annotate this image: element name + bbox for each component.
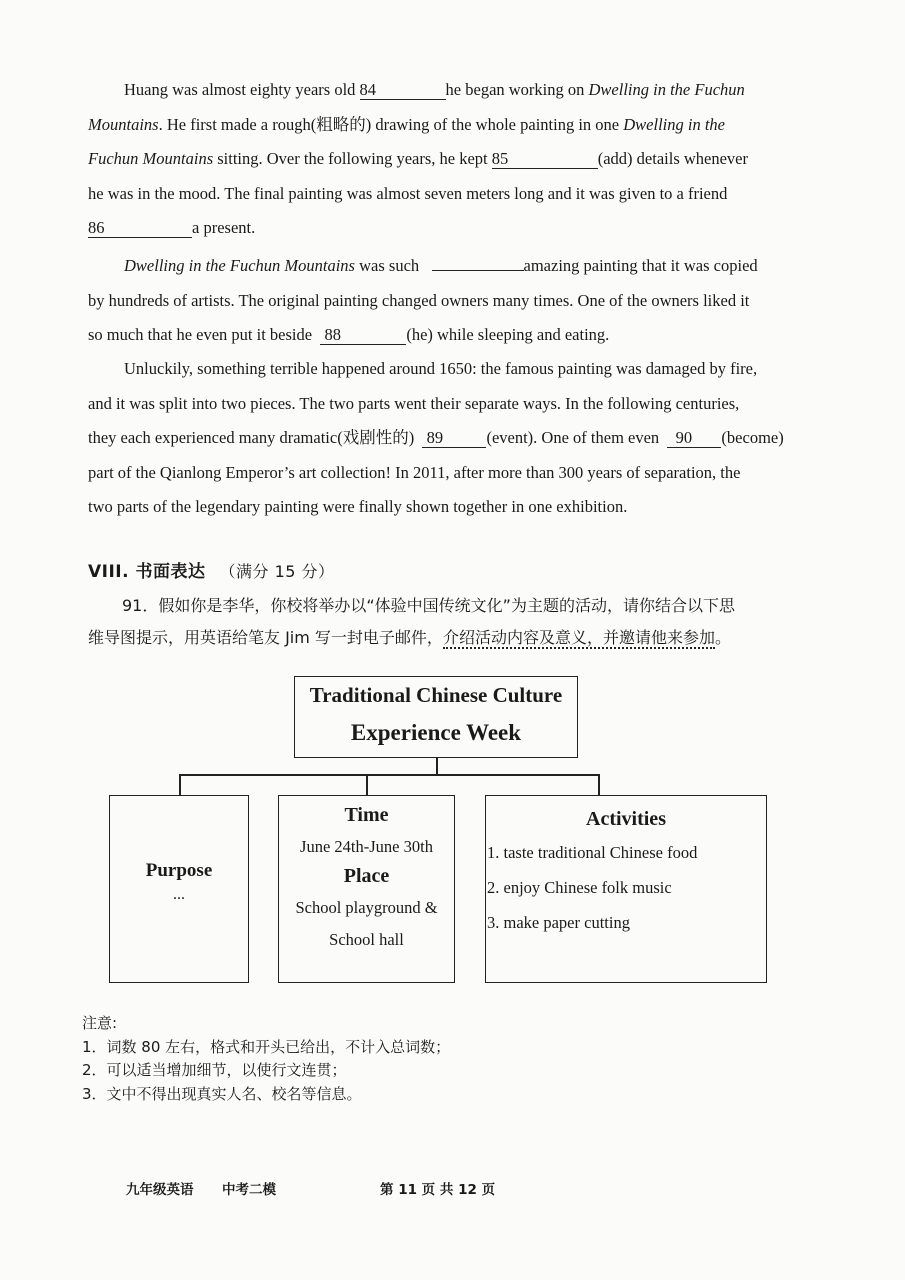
place-heading: Place	[343, 865, 390, 887]
connector-activities	[598, 774, 600, 795]
mindmap-purpose-box	[109, 795, 249, 983]
text: 。	[714, 628, 731, 647]
mindmap-activities-box	[485, 795, 767, 983]
activity-item: 2. enjoy Chinese folk music	[487, 878, 672, 897]
text: . He first made a rough(粗略的) drawing of the whole painting in one	[158, 114, 620, 134]
text: (he) while sleeping and eating.	[406, 325, 610, 345]
text: they each experienced many dramatic(戏剧性的)	[88, 428, 415, 448]
place-value: School playground &	[295, 898, 438, 917]
footer-grade: 九年级英语	[126, 1182, 194, 1198]
mindmap-title-line-1: Traditional Chinese Culture	[309, 683, 563, 707]
text: he began working on	[445, 80, 585, 99]
note-item: 1．词数 80 左右，格式和开头已给出，不计入总词数；	[82, 1037, 451, 1056]
activity-item: 3. make paper cutting	[487, 913, 630, 932]
p2-line-2: by hundreds of artists. The original painting changed owners many times. One of the owners liked it	[88, 290, 750, 310]
p3-line-2: and it was split into two pieces. The two parts went their separate ways. In the following centuries,	[88, 393, 740, 413]
mindmap-time-place-box	[278, 795, 455, 983]
text: amazing painting that it was copied	[523, 256, 758, 275]
blank-number: 86	[88, 218, 105, 238]
passage-paragraph-2	[88, 249, 806, 353]
painting-title: Dwelling in the Fuchun	[588, 80, 745, 99]
text: (add) details whenever	[597, 149, 748, 169]
blank-number: 88	[324, 325, 341, 345]
section-heading	[88, 557, 335, 582]
p2-line-1	[88, 249, 806, 284]
text: 维导图提示，用英语给笔友 Jim 写一封电子邮件，	[88, 628, 443, 647]
footer-exam: 中考二模	[222, 1182, 276, 1198]
task-line-2	[88, 622, 808, 654]
painting-title: Fuchun Mountains	[88, 149, 214, 169]
p1-line-2	[88, 108, 806, 143]
purpose-heading: Purpose	[145, 860, 213, 881]
blank-number: 84	[359, 80, 377, 99]
emphasized-requirement: 介绍活动内容及意义，并邀请他来参加	[442, 628, 715, 647]
footer-page-number: 第 11 页 共 12 页	[380, 1182, 496, 1198]
blank-86	[88, 219, 192, 238]
blank-number: 85	[491, 149, 509, 169]
mindmap-title-line-2: Experience Week	[350, 720, 522, 745]
task-line-1: 91．假如你是李华，你校将举办以“体验中国传统文化”为主题的活动，请你结合以下思	[122, 596, 735, 615]
text: so much that he even put it beside	[88, 325, 313, 345]
blank-90	[667, 429, 721, 448]
connector-horizontal	[179, 774, 599, 776]
notes-heading: 注意:	[82, 1014, 118, 1032]
painting-title: Mountains	[88, 114, 159, 134]
writing-task-prompt	[88, 590, 808, 654]
place-value: School hall	[329, 930, 404, 949]
p3-line-4: part of the Qianlong Emperor’s art collection! In 2011, after more than 300 years of separation, the	[88, 462, 741, 482]
text: (become)	[721, 428, 784, 448]
p1-line-4: he was in the mood. The final painting was almost seven meters long and it was given to a friend	[88, 183, 728, 203]
painting-title: Dwelling in the Fuchun Mountains	[124, 256, 355, 275]
notes-section	[82, 1012, 450, 1106]
text: Huang was almost eighty years old	[124, 80, 356, 99]
p3-line-5: two parts of the legendary painting were finally shown together in one exhibition.	[88, 497, 628, 517]
connector-time	[366, 774, 368, 795]
time-value: June 24th-June 30th	[300, 837, 433, 856]
p2-line-3	[88, 318, 806, 353]
activities-heading: Activities	[586, 808, 666, 830]
p3-line-1: Unluckily, something terrible happened around 1650: the famous painting was damaged by fire,	[124, 359, 758, 378]
activity-item: 1. taste traditional Chinese food	[487, 843, 698, 862]
p1-line-1	[88, 73, 806, 108]
section-title: VIII. 书面表达	[88, 562, 206, 582]
blank-88	[320, 326, 406, 345]
text: was such	[359, 256, 420, 275]
blank-84	[360, 81, 446, 100]
blank-number: 89	[426, 428, 444, 448]
section-points: （满分 15 分）	[219, 562, 335, 581]
note-item: 3．文中不得出现真实人名、校名等信息。	[82, 1084, 362, 1103]
p1-line-5	[88, 211, 806, 246]
blank-87	[432, 270, 524, 271]
connector-purpose	[179, 774, 181, 795]
passage-paragraph-3	[88, 352, 806, 525]
time-heading: Time	[344, 804, 389, 826]
purpose-body: ...	[173, 886, 185, 903]
blank-number: 90	[675, 428, 693, 448]
text: sitting. Over the following years, he kept	[217, 149, 488, 169]
note-item: 2．可以适当增加细节，以使行文连贯；	[82, 1061, 347, 1079]
blank-85	[492, 150, 598, 169]
passage-paragraph-1	[88, 73, 806, 246]
p3-line-3	[88, 421, 806, 456]
mindmap-title-box	[294, 676, 578, 758]
activities-list	[486, 835, 766, 940]
blank-89	[422, 429, 486, 448]
painting-title: Dwelling in the	[623, 114, 725, 134]
text: a present.	[192, 218, 256, 238]
connector-vertical	[436, 758, 438, 775]
p1-line-3	[88, 142, 806, 177]
text: (event). One of them even	[486, 428, 660, 448]
